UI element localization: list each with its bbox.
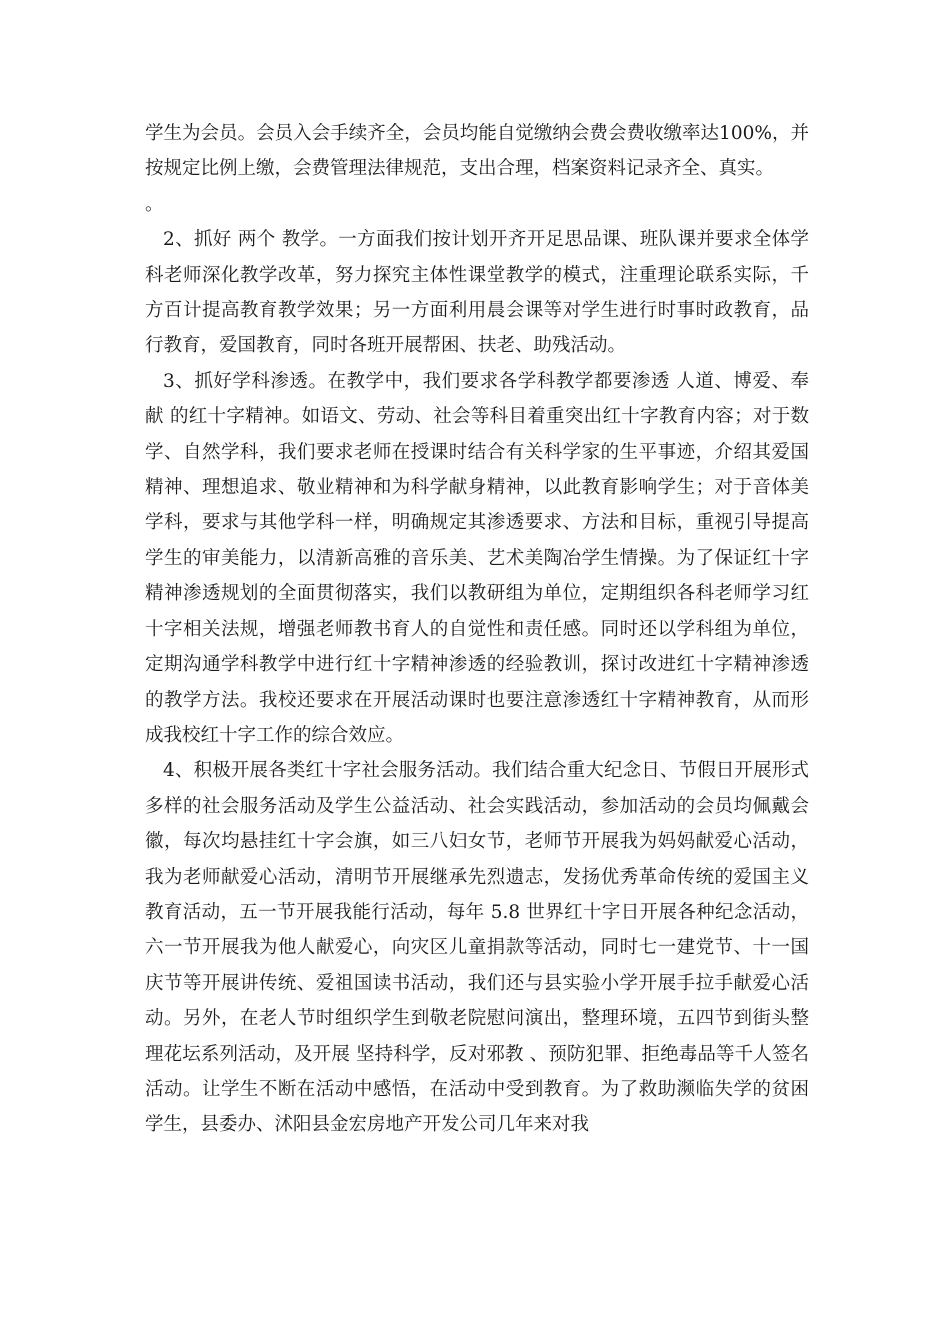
paragraph-subject-infiltration: 3、抓好学科渗透。在教学中，我们要求各学科教学都要渗透 人道、博爱、奉献 的红十字精神。如语文、劳动、社会等科目着重突出红十字教育内容；对于数学、自然学科，我们要求老师在授课时结合有关科学家的生平事迹，介绍其爱国精神、理想追求、敬业精神和为科学献身精神，以此教育影响学生；对于音体美学科，要求与其他学科一样，明确规定其渗透要求、方法和目标，重视引导提高学生的审美能力，以清新高雅的音乐美、艺术美陶冶学生情操。为了保证红十字精神渗透规划的全面贯彻落实，我们以教研组为单位，定期组织各科老师学习红十字相关法规，增强老师教书育人的自觉性和责任感。同时还以学科组为单位，定期沟通学科教学中进行红十字精神渗透的经验教训，探讨改进红十字精神渗透的教学方法。我校还要求在开展活动课时也要注意渗透红十字精神教育，从而形成我校红十字工作的综合效应。 (145, 370, 809, 746)
paragraph-membership: 学生为会员。会员入会手续齐全，会员均能自觉缴纳会费会费收缴率达100%，并按规定比例上缴，会费管理法律规范，支出合理，档案资料记录齐全、真实。 (145, 123, 809, 180)
paragraph-social-service: 4、积极开展各类红十字社会服务活动。我们结合重大纪念日、节假日开展形式多样的社会服务活动及学生公益活动、社会实践活动，参加活动的会员均佩戴会徽，每次均悬挂红十字会旗，如三八妇女节，老师节开展我为妈妈献爱心活动，我为老师献爱心活动，清明节开展继承先烈遗志，发扬优秀革命传统的爱国主义教育活动，五一节开展我能行活动，每年 5.8 世界红十字日开展各种纪念活动，六一节开展我为他人献爱心，向灾区儿童捐款等活动，同时七一建党节、十一国庆节等开展讲传统、爱祖国读书活动，我们还与县实验小学开展手拉手献爱心活动。另外，在老人节时组织学生到敬老院慰问演出，整理环境，五四节到街头整理花坛系列活动，及开展 坚持科学，反对邪教 、预防犯罪、拒绝毒品等千人签名活动。让学生不断在活动中感悟，在活动中受到教育。为了救助濒临失学的贫困学生，县委办、沭阳县金宏房地产开发公司几年来对我 (145, 760, 809, 1136)
paragraph-stray-period: 。 (145, 193, 164, 215)
paragraph-two-teachings: 2、抓好 两个 教学。一方面我们按计划开齐开足思品课、班队课并要求全体学科老师深化教学改革，努力探究主体性课堂教学的模式，注重理论联系实际，千方百计提高教育教学效果；另一方面利用晨会课等对学生进行时事时政教育，品行教育，爱国教育，同时各班开展帮困、扶老、助残活动。 (145, 229, 809, 357)
document-body (145, 116, 809, 1143)
